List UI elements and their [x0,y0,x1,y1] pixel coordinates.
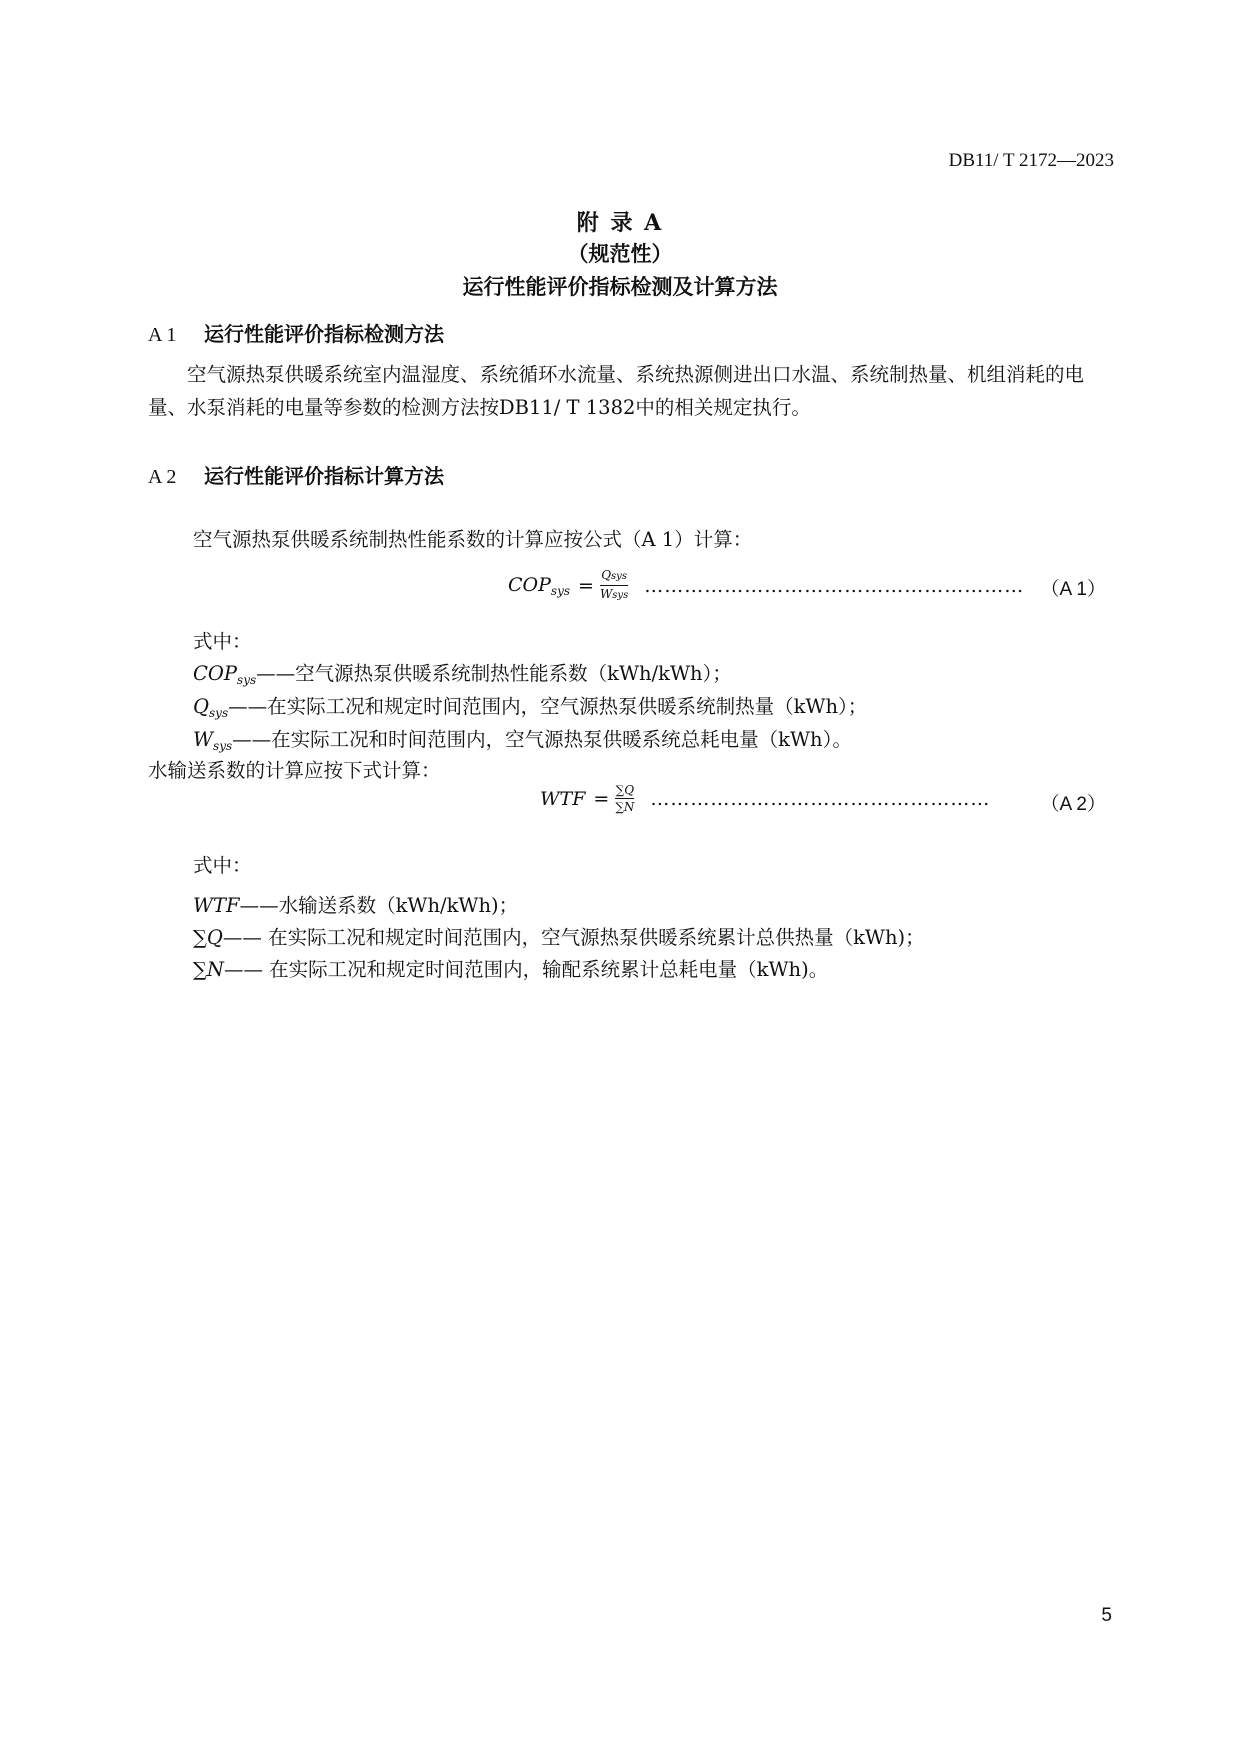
formula-fraction [600,567,628,604]
appendix-heading: 运行性能评价指标检测及计算方法 [462,274,778,299]
formula-a2 [540,782,990,815]
formula-a1 [508,567,1024,604]
section-title: 运行性能评价指标计算方法 [204,464,444,488]
section-a1-heading [148,318,444,347]
formula-lhs: WTF [540,787,586,810]
variable-definition: $COP_{sys}——$空气源热泵供暖系统制热性能系数（kWh/kWh）； [193,662,732,687]
section-a2-heading [148,460,444,489]
appendix-nature: （规范性） [567,241,673,266]
appendix-title: 附 录 A [576,210,664,236]
document-code: DB11/ T 2172—2023 [948,150,1114,171]
equals-sign: = [578,574,594,597]
leader-dots: …………………………………………… [650,787,991,810]
section-number: A 2 [148,466,177,488]
variable-definition: ∑N—— 在实际工况和规定时间范围内，输配系统累计总耗电量（kWh)。 [193,958,829,981]
fraction-numerator: ∑Q [615,783,635,797]
formula1-intro: 空气源热泵供暖系统制热性能系数的计算应按公式（A 1）计算： [193,528,753,551]
variable-definition: $Q_{sys}——$在实际工况和规定时间范围内，空气源热泵供暖系统制热量（kWh）； [193,695,868,720]
section-a1-body: 空气源热泵供暖系统室内温湿度、系统循环水流量、系统热源侧进出口水温、系统制热量、机组消耗的电量、水泵消耗的电量等参数的检测方法按DB11/ T 1382中的相关规定执行。 [148,363,1085,419]
equation-number: （A 2） [1040,794,1106,815]
equals-sign: = [593,787,610,810]
where-label: 式中： [193,630,252,653]
variable-definition: ∑Q—— 在实际工况和规定时间范围内，空气源热泵供暖系统累计总供热量（kWh)； [193,926,925,949]
variable-definition: $W_{sys}——$在实际工况和时间范围内，空气源热泵供暖系统总耗电量（kWh）。 [193,728,852,753]
leader-dots: ………………………………………………… [644,574,1025,597]
page-number: 5 [1101,1605,1112,1626]
formula2-intro: 水输送系数的计算应按下式计算： [148,759,441,782]
formula-lhs: $COP_{sys}$ [508,573,571,598]
variable-definition: WTF——水输送系数（kWh/kWh)； [193,894,519,917]
equation-number: （A 1） [1040,579,1106,600]
fraction-denominator: Wsys [599,587,629,601]
fraction-denominator: ∑N [615,800,635,814]
section-number: A 1 [148,324,177,346]
where-label: 式中： [193,854,252,877]
section-title: 运行性能评价指标检测方法 [204,322,444,346]
fraction-numerator: Qsys [601,568,627,582]
formula-fraction [615,782,634,815]
